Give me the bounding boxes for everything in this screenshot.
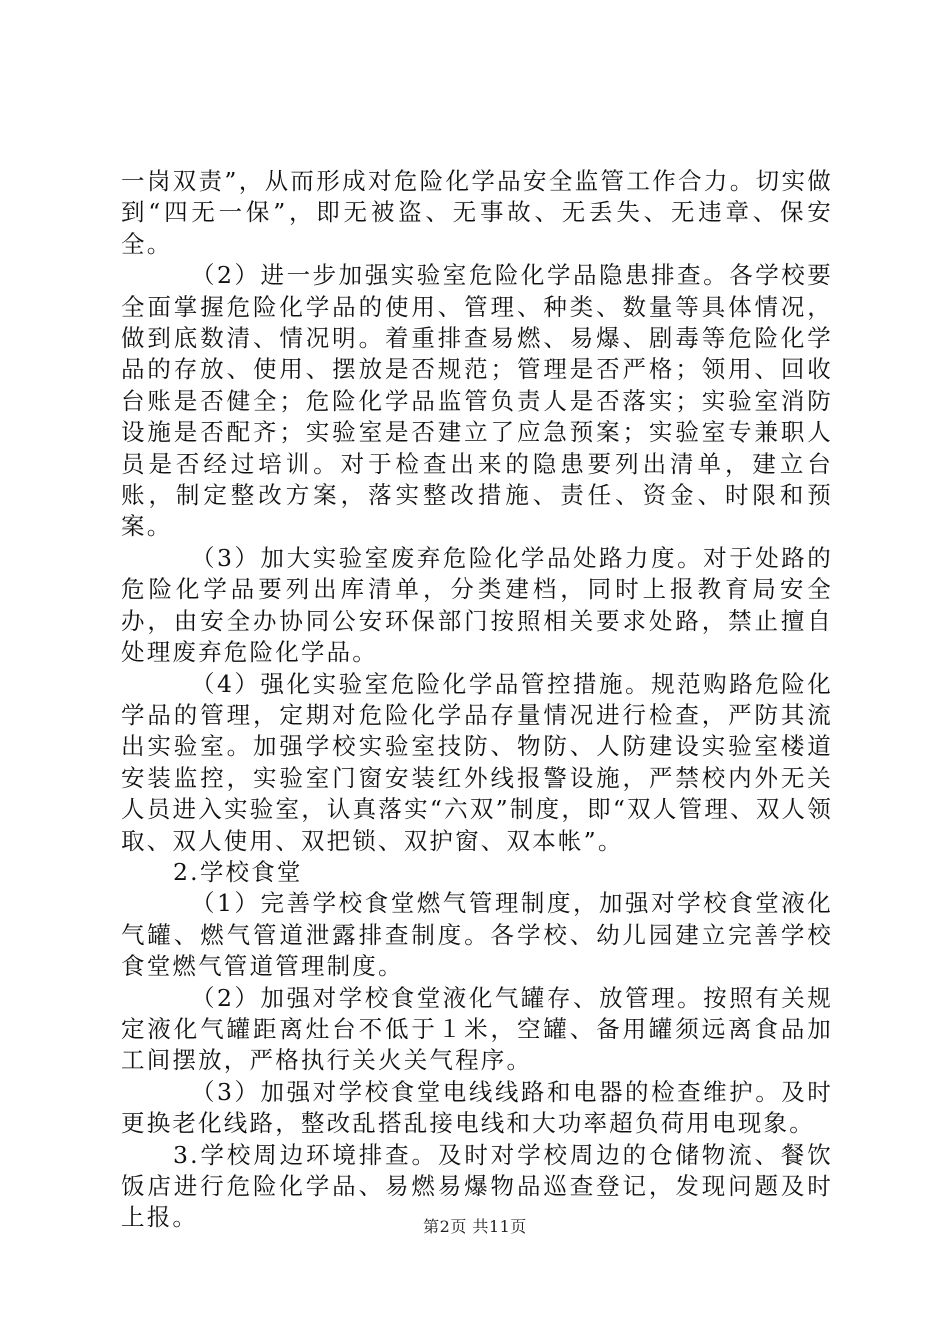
paragraph-continuation: 一岗双责”，从而形成对危险化学品安全监管工作合力。切实做到“四无一保”，即无被盗、无事故、无丢失、无违章、保安全。 bbox=[121, 167, 833, 258]
section-heading-canteen: 2.学校食堂 bbox=[173, 857, 303, 886]
paragraph-electrical-maintenance: （3）加强对学校食堂电线线路和电器的检查维护。及时更换老化线路，整改乱搭乱接电线和大功率超负荷用电现象。 bbox=[121, 1077, 833, 1138]
paragraph-hazard-inspection: （2）进一步加强实验室危险化学品隐患排查。各学校要全面掌握危险化学品的使用、管理、种类、数量等具体情况，做到底数清、情况明。着重排查易燃、易爆、剧毒等危险化学品的存放、使用、摆放是否规范；管理是否严格；领用、回收台账是否健全；危险化学品监管负责人是否落实；实验室消防设施是否配齐；实验室是否建立了应急预案；实验室专兼职人员是否经过培训。对于检查出来的隐患要列出清单，建立台账，制定整改方案，落实整改措施、责任、资金、时限和预案。 bbox=[121, 261, 833, 541]
paragraph-waste-disposal: （3）加大实验室废弃危险化学品处路力度。对于处路的危险化学品要列出库清单，分类建档，同时上报教育局安全办，由安全办协同公安环保部门按照相关要求处路，禁止擅自处理废弃危险化学品。 bbox=[121, 543, 833, 667]
paragraph-gas-tank-storage: （2）加强对学校食堂液化气罐存、放管理。按照有关规定液化气罐距离灶台不低于１米，空罐、备用罐须远离食品加工间摆放，严格执行关火关气程序。 bbox=[121, 983, 833, 1075]
paragraph-control-measures: （4）强化实验室危险化学品管控措施。规范购路危险化学品的管理，定期对危险化学品存量情况进行检查，严防其流出实验室。加强学校实验室技防、物防、人防建设实验室楼道安装监控，实验室门窗安装红外线报警设施，严禁校内外无关人员进入实验室，认真落实“六双”制度，即“双人管理、双人领取、双人使用、双把锁、双护窗、双本帐”。 bbox=[121, 669, 833, 855]
paragraph-surroundings-check: 3.学校周边环境排查。及时对学校周边的仓储物流、餐饮饭店进行危险化学品、易燃易爆物品巡查登记，发现问题及时上报。 bbox=[121, 1140, 833, 1232]
document-body bbox=[121, 166, 833, 1234]
page-number-footer: 第2页 共11页 bbox=[423, 1217, 527, 1236]
paragraph-gas-management: （1）完善学校食堂燃气管理制度，加强对学校食堂液化气罐、燃气管道泄露排查制度。各学校、幼儿园建立完善学校食堂燃气管道管理制度。 bbox=[121, 889, 833, 981]
